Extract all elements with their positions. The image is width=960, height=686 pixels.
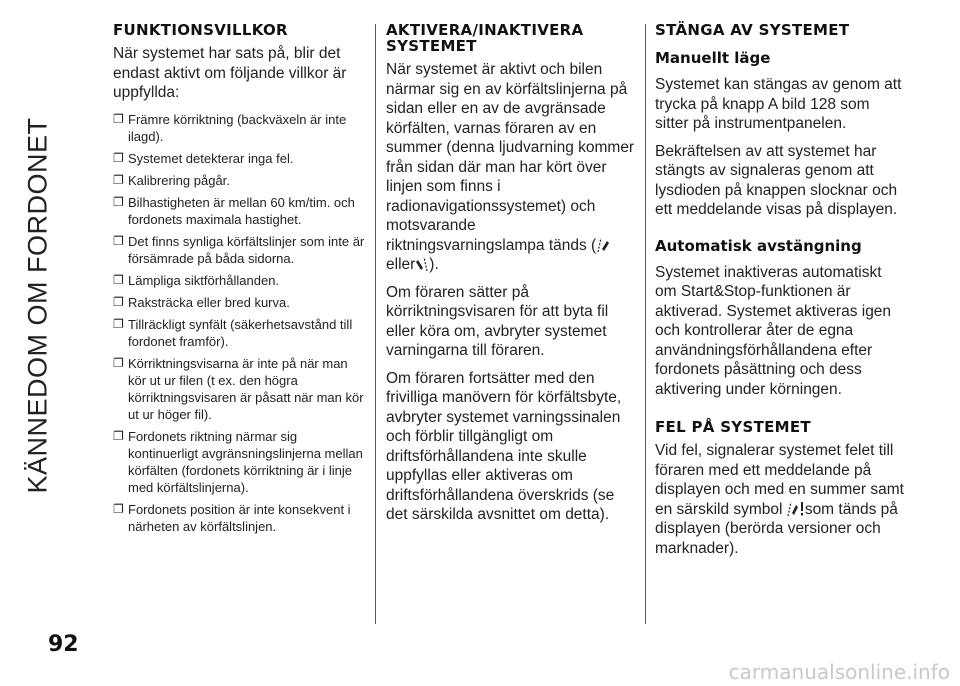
heading-fault: FEL PÅ SYSTEMET (655, 418, 811, 436)
section-title: KÄNNEDOM OM FORDONET (22, 117, 53, 494)
list-item: ❐ Kalibrering pågår. (113, 172, 230, 188)
column-conditions (113, 22, 368, 540)
bullet-icon: ❐ (113, 233, 124, 248)
list-item: ❐ Raksträcka eller bred kurva. (113, 294, 290, 310)
column-divider (375, 24, 376, 624)
bullet-icon: ❐ (113, 428, 124, 443)
list-item: ❐ Systemet detekterar inga fel. (113, 150, 294, 166)
list-item: ❐ Främre körriktning (backväxeln är inte ilagd). (113, 111, 347, 144)
manual-paragraph-2: Bekräftelsen av att systemet har stängts av signaleras genom att lysdioden på knappen slocknar och ett meddelande visas på displayen. (655, 142, 898, 218)
column-activate (386, 22, 636, 533)
subheading-automatic: Automatisk avstängning (655, 236, 862, 255)
bullet-icon: ❐ (113, 194, 124, 209)
bullet-icon: ❐ (113, 501, 124, 516)
list-item: ❐ Bilhastigheten är mellan 60 km/tim. och fordonets maximala hastighet. (113, 194, 355, 227)
lane-fault-icon (787, 501, 805, 517)
bullet-icon: ❐ (113, 172, 124, 187)
list-item: ❐ Lämpliga siktförhållanden. (113, 272, 280, 288)
bullet-icon: ❐ (113, 150, 124, 165)
activate-paragraph-2: Om föraren sätter på körriktningsvisaren för att byta fil eller köra om, avbryter systemet varningarna till föraren. (386, 283, 609, 359)
activate-paragraph-3: Om föraren fortsätter med den frivilliga manövern för körfältsbyte, avbryter systemet varningssinalen och förblir tillgängligt om driftsförhållandena inte skulle uppfyllas eller aktiveras om driftsförhållandena överskrids (se det särskilda avsnittet om detta). (386, 369, 622, 523)
bullet-icon: ❐ (113, 355, 124, 370)
activate-paragraph-1: När systemet är aktivt och bilen närmar sig en av körfältslinjerna på sidan eller en av de avgränsade körfälten, varnas föraren av en summer (denna ljudvarning kommer från sidan där man har kört över linjen som finns i radionavigationssystemet) och motsvarande riktningsvarningslampa tänds (eller ). (386, 61, 635, 273)
subheading-manual: Manuellt läge (655, 49, 771, 67)
list-item: ❐ Fordonets position är inte konsekvent i närheten av körfältslinjen. (113, 501, 351, 534)
list-item: ❐ Fordonets riktning närmar sig kontinuerligt avgränsningslinjerna mellan körfälten (fordonets körriktning är i linje med körfältslinjerna). (113, 428, 363, 495)
page-number: 92 (48, 632, 79, 657)
manual-paragraph-1: Systemet kan stängas av genom att trycka på knapp A bild 128 som sitter på instrumentpanelen. (655, 76, 902, 132)
list-item: ❐ Det finns synliga körfältslinjer som inte är försämrade på båda sidorna. (113, 233, 365, 266)
watermark: carmanualsonline.info (728, 660, 950, 684)
column-switch-off (655, 22, 905, 566)
heading-activate: AKTIVERA/INAKTIVERA SYSTEMET (386, 21, 584, 55)
lane-departure-right-icon (415, 256, 429, 272)
bullet-icon: ❐ (113, 272, 124, 287)
lane-departure-left-icon (596, 237, 610, 253)
conditions-intro: När systemet har sats på, blir det endast aktivt om följande villkor är uppfyllda: (113, 45, 347, 101)
automatic-paragraph: Systemet inaktiveras automatiskt om Start&Stop-funktionen är aktiverad. Systemet aktiveras igen och kontrollerar åter de egna användningsförhållandena efter fordonets påsättning och dess aktivering under körningen. (655, 263, 892, 398)
list-item: ❐ Tillräckligt synfält (säkerhetsavstånd till fordonet framför). (113, 316, 353, 349)
bullet-icon: ❐ (113, 294, 124, 309)
bullet-icon: ❐ (113, 316, 124, 331)
sidebar (0, 0, 100, 686)
conditions-list (113, 111, 368, 535)
heading-conditions: FUNKTIONSVILLKOR (113, 21, 288, 39)
column-divider (645, 24, 646, 624)
fault-paragraph: Vid fel, signalerar systemet felet till föraren med ett meddelande på displayen och med en summer samt en särskild symbol som tänds på displayen (berörda versioner och marknader). (655, 442, 904, 557)
list-item: ❐ Körriktningsvisarna är inte på när man kör ut ur filen (t ex. den högra körriktningsvisaren är påsatt när man kör ut ur höger fil). (113, 355, 364, 422)
bullet-icon: ❐ (113, 111, 124, 126)
heading-switch-off: STÄNGA AV SYSTEMET (655, 21, 850, 39)
